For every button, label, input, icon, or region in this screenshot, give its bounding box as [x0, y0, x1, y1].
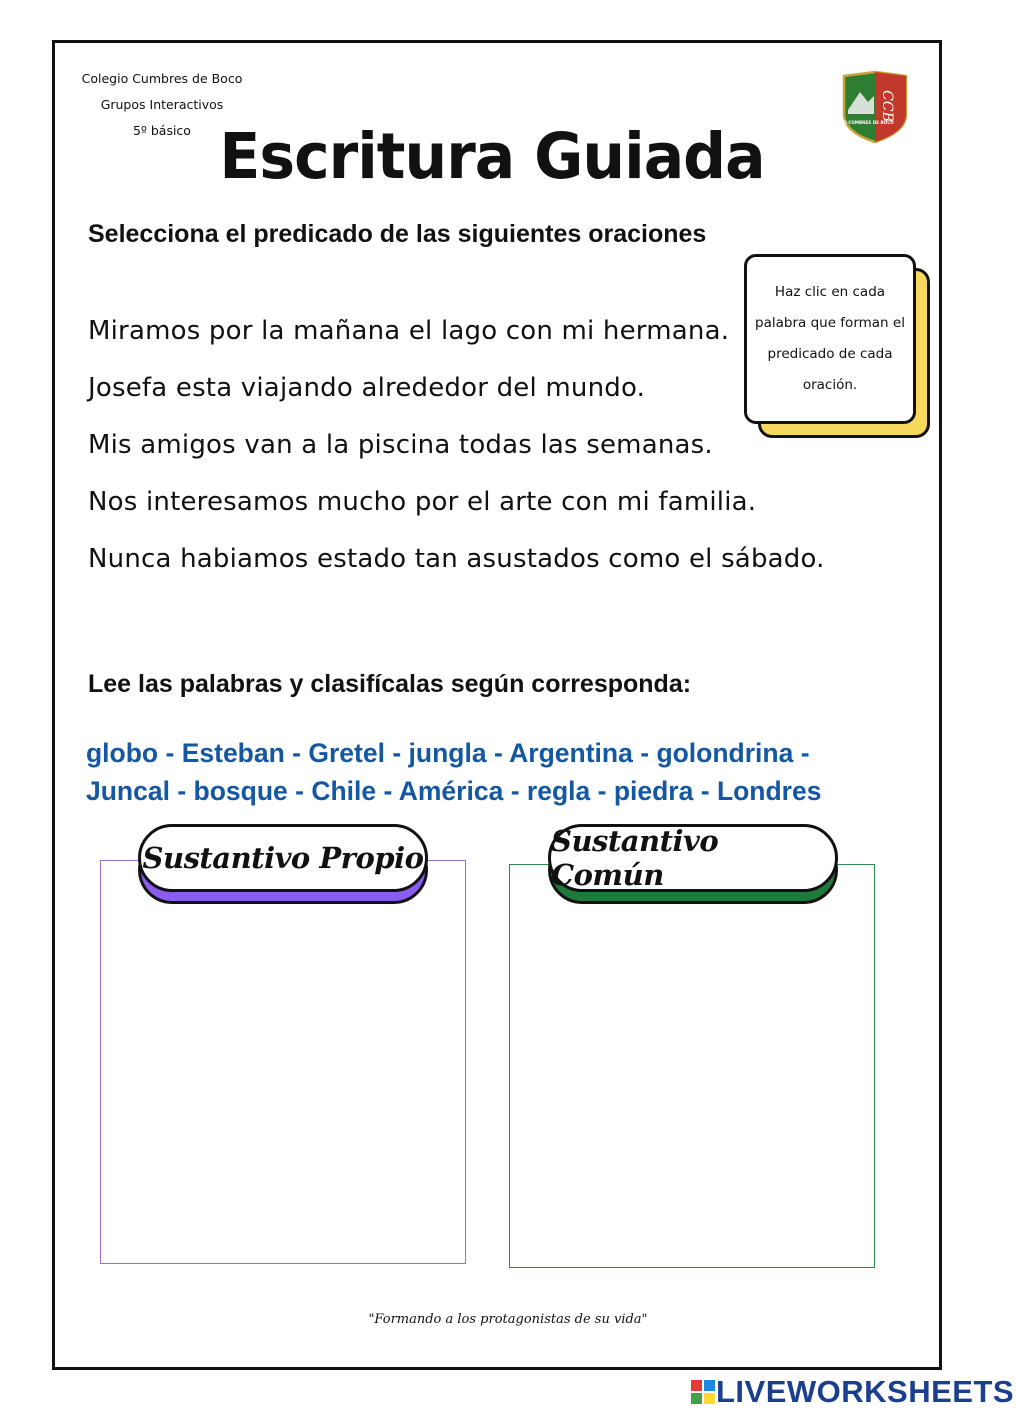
word-chip[interactable]: Esteban: [181, 738, 285, 768]
word-chip[interactable]: bosque: [193, 776, 288, 806]
word-separator: -: [597, 776, 607, 806]
word-chip[interactable]: Gretel: [308, 738, 385, 768]
word-chip[interactable]: piedra: [613, 776, 694, 806]
word-chip[interactable]: Chile: [311, 776, 377, 806]
word-separator: -: [640, 738, 650, 768]
liveworksheets-logo-icon: [690, 1379, 716, 1405]
word-separator: -: [292, 738, 301, 768]
word-separator: -: [177, 776, 187, 806]
word-separator: -: [383, 776, 393, 806]
word-chip[interactable]: Londres: [716, 776, 822, 806]
sentence-5[interactable]: Nunca habiamos estado tan asustados como el sábado.: [88, 544, 825, 574]
section2-instruction: Lee las palabras y clasifícalas según corresponda:: [88, 670, 692, 698]
word-chip[interactable]: globo: [86, 738, 159, 768]
word-chip[interactable]: Juncal: [86, 776, 170, 806]
logo-letters: CCB: [879, 90, 895, 122]
word-bank: [86, 734, 886, 810]
word-chip[interactable]: golondrina: [656, 738, 794, 768]
page-title: Escritura Guiada: [219, 120, 765, 194]
word-chip[interactable]: Argentina: [509, 738, 633, 768]
word-chip[interactable]: regla: [526, 776, 591, 806]
word-bank-line-2: [86, 772, 886, 810]
section1-instruction: Selecciona el predicado de las siguientes oraciones: [88, 220, 707, 248]
word-separator: -: [165, 738, 175, 768]
liveworksheets-brand[interactable]: [690, 1374, 1014, 1410]
common-noun-heading: [548, 824, 838, 908]
sentence-2[interactable]: Josefa esta viajando alrededor del mundo.: [88, 373, 646, 403]
proper-heading-label: Sustantivo Propio: [138, 824, 428, 892]
word-chip[interactable]: América: [398, 776, 504, 806]
sentence-1[interactable]: Miramos por la mañana el lago con mi hermana.: [88, 316, 730, 346]
word-separator: -: [510, 776, 520, 806]
word-bank-line-1: [86, 734, 886, 772]
word-chip[interactable]: jungla: [408, 738, 487, 768]
brand-text: LIVEWORKSHEETS: [716, 1374, 1015, 1409]
footer-quote: "Formando a los protagonistas de su vida": [368, 1312, 648, 1327]
proper-noun-dropzone[interactable]: [100, 860, 466, 1264]
proper-noun-heading: [138, 824, 428, 908]
school-name: Colegio Cumbres de Boco: [81, 71, 243, 86]
common-heading-label: Sustantivo Común: [548, 824, 838, 892]
logo-caption: COLEGIO CUMBRES DE BOCO: [826, 120, 894, 125]
instruction-note: [744, 254, 936, 444]
word-separator: -: [800, 738, 810, 768]
word-separator: -: [295, 776, 304, 806]
school-group: Grupos Interactivos: [100, 97, 224, 112]
word-separator: -: [493, 738, 503, 768]
word-separator: -: [392, 738, 402, 768]
sentence-3[interactable]: Mis amigos van a la piscina todas las semanas.: [88, 430, 713, 460]
school-grade: 5º básico: [133, 123, 191, 138]
note-text: Haz clic en cada palabra que forman el predicado de cada oración.: [744, 254, 916, 424]
sentence-list: [88, 308, 825, 593]
common-noun-dropzone[interactable]: [509, 864, 875, 1268]
word-separator: -: [700, 776, 710, 806]
sentence-4[interactable]: Nos interesamos mucho por el arte con mi familia.: [88, 487, 757, 517]
